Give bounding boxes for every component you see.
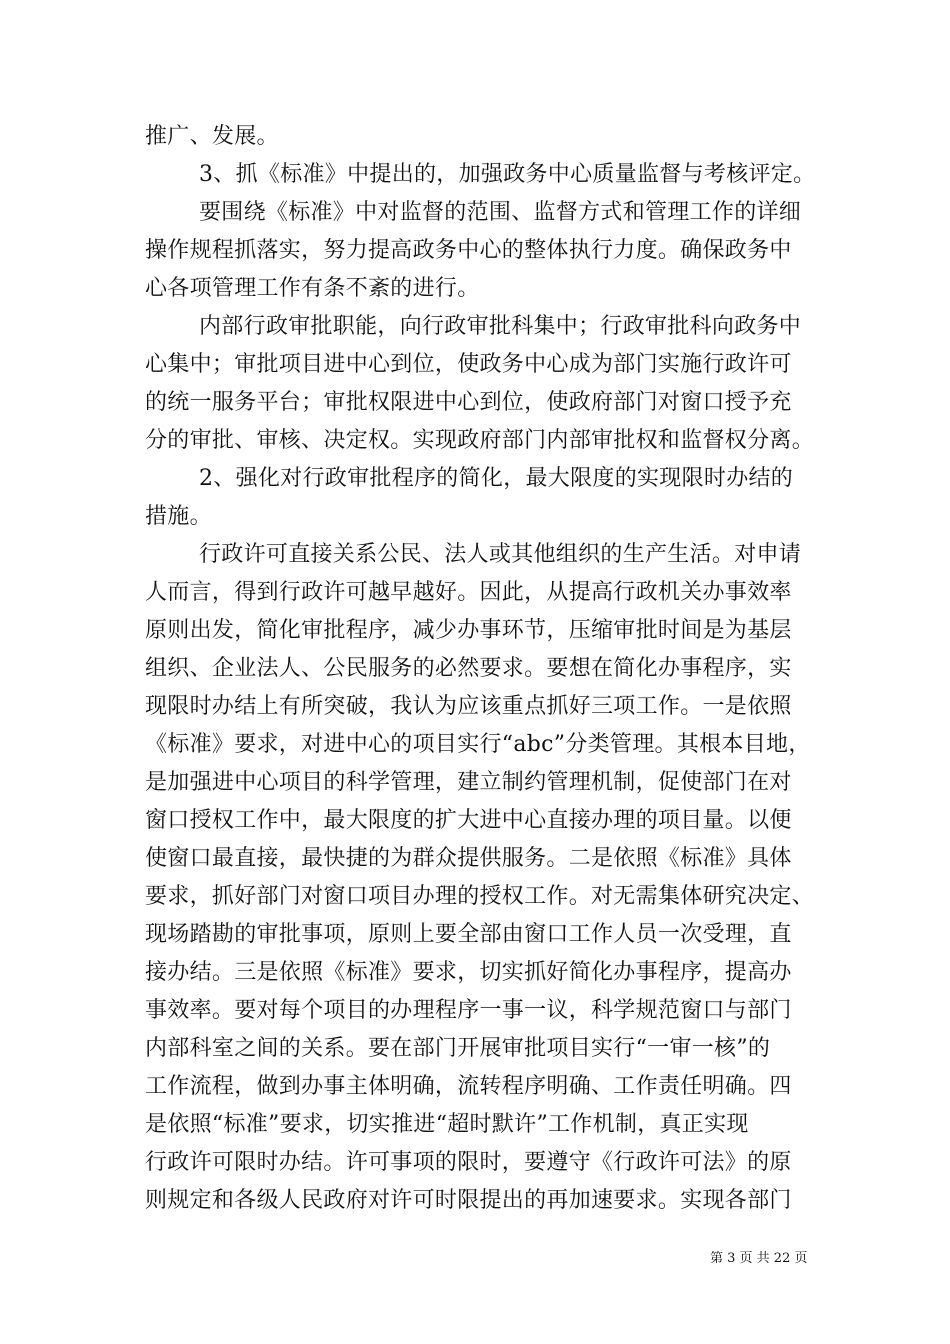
text-line: 操作规程抓落实，努力提高政务中心的整体执行力度。确保政务中 — [145, 238, 792, 263]
text-line: 组织、企业法人、公民服务的必然要求。要想在简化办事程序，实 — [145, 656, 792, 681]
text-line: 《标准》要求，对进中心的项目实行“abc”分类管理。其根本目地， — [145, 732, 811, 757]
text-line: 人而言，得到行政许可越早越好。因此，从提高行政机关办事效率 — [145, 580, 792, 605]
text-line: 内部科室之间的关系。要在部门开展审批项目实行“一审一核”的 — [145, 1036, 771, 1061]
text-line: 推广、发展。 — [145, 124, 279, 149]
text-line: 工作流程，做到办事主体明确，流转程序明确、工作责任明确。四 — [145, 1074, 792, 1099]
text-line: 则规定和各级人民政府对许可时限提出的再加速要求。实现各部门 — [145, 1188, 792, 1213]
text-line: 接办结。三是依照《标准》要求，切实抓好简化办事程序，提高办 — [145, 960, 792, 985]
text-line: 是加强进中心项目的科学管理，建立制约管理机制，促使部门在对 — [145, 770, 792, 795]
text-line: 原则出发，简化审批程序，减少办事环节，压缩审批时间是为基层 — [145, 618, 792, 643]
text-line: 3、抓《标准》中提出的，加强政务中心质量监督与考核评定。 — [199, 162, 816, 187]
text-line: 行政许可直接关系公民、法人或其他组织的生产生活。对申请 — [199, 542, 802, 567]
text-line: 是依照“标准”要求，切实推进“超时默许”工作机制，真正实现 — [145, 1112, 749, 1137]
text-line: 心集中；审批项目进中心到位，使政务中心成为部门实施行政许可 — [145, 352, 792, 377]
text-line: 使窗口最直接，最快捷的为群众提供服务。二是依照《标准》具体 — [145, 846, 792, 871]
text-line: 现场踏勘的审批事项，原则上要全部由窗口工作人员一次受理，直 — [145, 922, 792, 947]
text-line: 内部行政审批职能，向行政审批科集中；行政审批科向政务中 — [199, 314, 802, 339]
text-line: 行政许可限时办结。许可事项的限时，要遵守《行政许可法》的原 — [145, 1150, 792, 1175]
text-line: 要求，抓好部门对窗口项目办理的授权工作。对无需集体研究决定、 — [145, 884, 815, 909]
text-line: 分的审批、审核、决定权。实现政府部门内部审批权和监督权分离。 — [145, 428, 815, 453]
text-line: 窗口授权工作中，最大限度的扩大进中心直接办理的项目量。以便 — [145, 808, 792, 833]
text-line: 措施。 — [145, 504, 212, 529]
text-line: 现限时办结上有所突破，我认为应该重点抓好三项工作。一是依照 — [145, 694, 792, 719]
text-line: 2、强化对行政审批程序的简化，最大限度的实现限时办结的 — [199, 466, 794, 491]
text-line: 的统一服务平台；审批权限进中心到位，使政府部门对窗口授予充 — [145, 390, 792, 415]
text-line: 要围绕《标准》中对监督的范围、监督方式和管理工作的详细 — [199, 200, 802, 225]
text-line: 事效率。要对每个项目的办理程序一事一议，科学规范窗口与部门 — [145, 998, 792, 1023]
page-number: 第 3 页 共 22 页 — [710, 1251, 808, 1266]
text-line: 心各项管理工作有条不紊的进行。 — [145, 276, 480, 301]
